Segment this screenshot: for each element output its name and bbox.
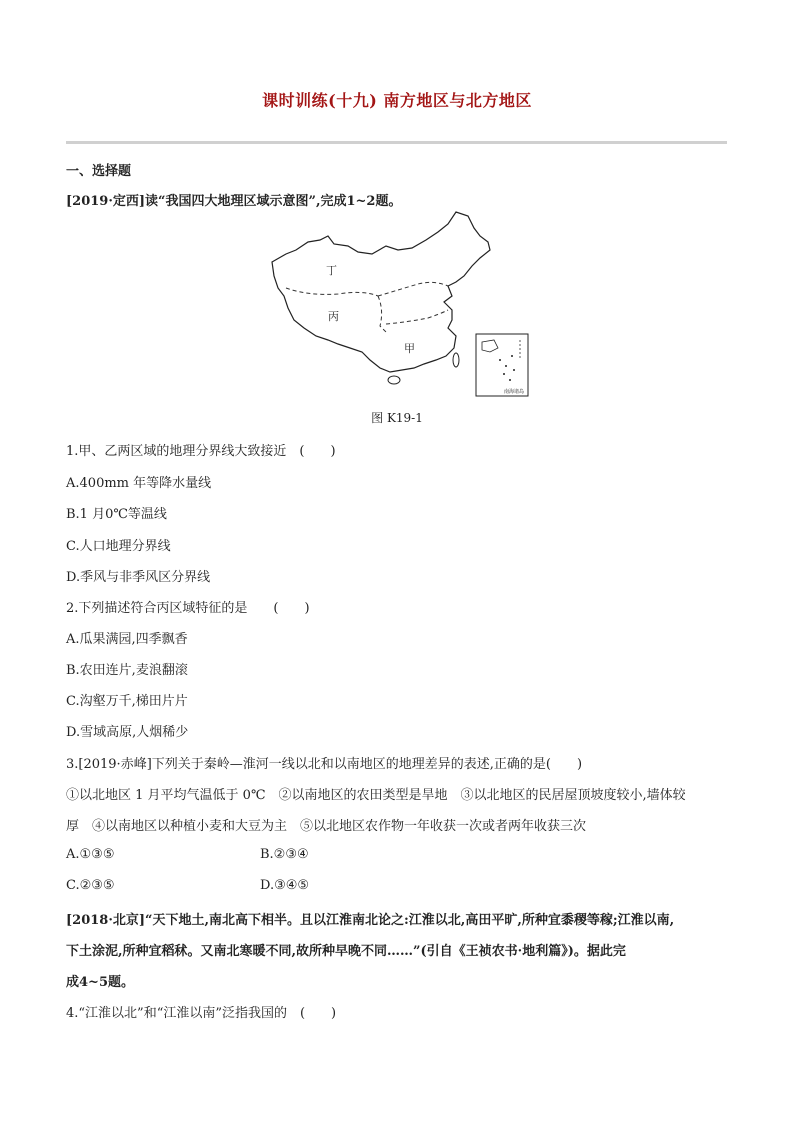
q2-option-b: B.农田连片,麦浪翻滚 bbox=[66, 663, 188, 678]
q1-option-d: D.季风与非季风区分界线 bbox=[66, 570, 211, 585]
inset-label: 南海诸岛 bbox=[504, 389, 525, 395]
q2-option-a: A.瓜果满园,四季飘香 bbox=[66, 632, 188, 647]
region-label-jia: 甲 bbox=[404, 342, 415, 355]
section-heading: 一、选择题 bbox=[66, 164, 132, 179]
question-intro-2-line-1: [2018·北京]“天下地土,南北高下相半。且以江淮南北论之:江淮以北,高田平旷,所种宜黍稷等稼;江淮以南, bbox=[66, 913, 675, 928]
figure-caption: 图 K19-1 bbox=[371, 411, 423, 425]
hainan-island bbox=[388, 376, 400, 384]
q2-option-d: D.雪域高原,人烟稀少 bbox=[66, 725, 189, 740]
question-3-stem: 3.[2019·赤峰]下列关于秦岭—淮河一线以北和以南地区的地理差异的表述,正确的是( ) bbox=[66, 757, 583, 772]
taiwan-island bbox=[453, 353, 459, 367]
question-intro-1: [2019·定西]读“我国四大地理区域示意图”,完成1~2题。 bbox=[66, 194, 402, 209]
question-intro-2-line-2: 下土涂泥,所种宜稻秫。又南北寒暖不同,故所种早晚不同……”(引自《王祯农书·地利篇》)。据此完 bbox=[66, 944, 626, 959]
q3-statements-line-1: ①以北地区 1 月平均气温低于 0℃ ②以南地区的农田类型是旱地 ③以北地区的民居屋顶坡度较小,墙体较 bbox=[66, 788, 686, 803]
q2-option-c: C.沟壑万千,梯田片片 bbox=[66, 694, 188, 709]
china-outline bbox=[272, 212, 490, 372]
map-svg bbox=[268, 210, 530, 402]
region-label-ding: 丁 bbox=[326, 264, 337, 277]
region-label-bing: 丙 bbox=[328, 310, 339, 323]
q3-option-b: B.②③④ bbox=[260, 847, 309, 862]
q3-statements-line-2: 厚 ④以南地区以种植小麦和大豆为主 ⑤以北地区农作物一年收获一次或者两年收获三次 bbox=[66, 819, 587, 834]
page-title: 课时训练(十九) 南方地区与北方地区 bbox=[262, 91, 532, 110]
question-1-stem: 1.甲、乙两区域的地理分界线大致接近 ( ) bbox=[66, 444, 336, 459]
question-intro-2-line-3: 成4~5题。 bbox=[66, 975, 134, 990]
question-2-stem: 2.下列描述符合丙区域特征的是 ( ) bbox=[66, 601, 310, 616]
q3-option-d: D.③④⑤ bbox=[260, 878, 310, 893]
q3-option-a: A.①③⑤ bbox=[66, 847, 115, 862]
china-regions-map bbox=[268, 210, 530, 402]
title-divider bbox=[66, 141, 727, 144]
q1-option-c: C.人口地理分界线 bbox=[66, 539, 171, 554]
q3-option-c: C.②③⑤ bbox=[66, 878, 115, 893]
question-4-stem: 4.“江淮以北”和“江淮以南”泛指我国的 ( ) bbox=[66, 1006, 337, 1021]
q1-option-b: B.1 月0℃等温线 bbox=[66, 507, 167, 522]
q1-option-a: A.400mm 年等降水量线 bbox=[66, 476, 212, 491]
